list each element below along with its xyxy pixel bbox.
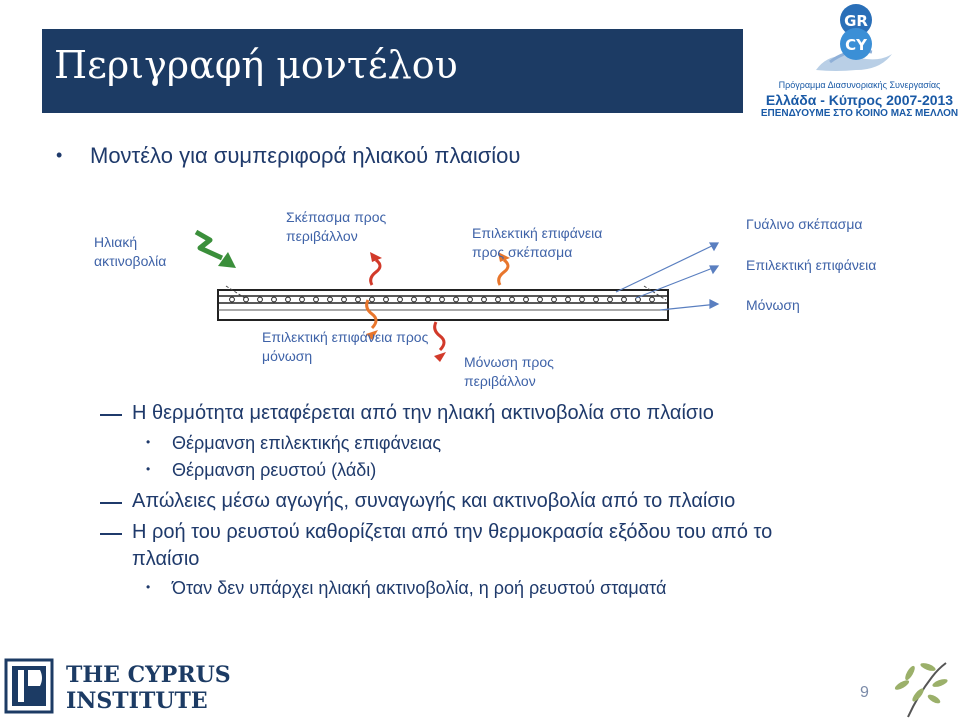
bullet-dot-icon: •: [56, 145, 63, 165]
tube-marker: [552, 297, 557, 302]
label-solar-radiation: Ηλιακή ακτινοβολία: [94, 234, 167, 269]
tube-marker: [454, 297, 459, 302]
point-text: Απώλειες μέσω αγωγής, συναγωγής και ακτινοβολία από το πλαίσιο: [132, 490, 736, 512]
tube-marker: [608, 297, 613, 302]
cyprus-institute-logo: [4, 658, 231, 718]
cy-text: CY: [845, 36, 867, 54]
tube-marker: [230, 297, 235, 302]
bullet-dot-icon: •: [146, 462, 151, 476]
dash-icon: [100, 502, 122, 504]
bullet-dot-icon: •: [146, 435, 151, 449]
tube-marker: [482, 297, 487, 302]
tube-marker: [538, 297, 543, 302]
subpoint-text: Θέρμανση επιλεκτικής επιφάνειας: [172, 433, 442, 453]
program-logo-line1: Πρόγραμμα Διασυνοριακής Συνεργασίας: [778, 80, 941, 90]
tube-marker: [286, 297, 291, 302]
subpoint-text: Όταν δεν υπάρχει ηλιακή ακτινοβολία, η ροή ρευστού σταματά: [172, 578, 667, 598]
tube-marker: [398, 297, 403, 302]
institute-line2: INSTITUTE: [66, 688, 208, 714]
tube-marker: [650, 297, 655, 302]
label-selective-to-cover: Επιλεκτική επιφάνεια προς σκέπασμα: [472, 225, 603, 260]
program-logo-line3: ΕΠΕΝΔΥΟΥΜΕ ΣΤΟ ΚΟΙΝΟ ΜΑΣ ΜΕΛΛΟΝ: [760, 108, 959, 119]
bullet-dot-icon: •: [146, 580, 151, 594]
page-number: 9: [860, 684, 869, 701]
heat-arrow-insulation-env-icon: [434, 322, 446, 362]
main-bullet-text: Μοντέλο για συμπεριφορά ηλιακού πλαισίου: [90, 143, 521, 168]
solar-arrow-icon: [196, 232, 236, 268]
point-text: Η θερμότητα μεταφέρεται από την ηλιακή ακτινοβολία στο πλαίσιο: [132, 402, 714, 424]
tube-marker: [566, 297, 571, 302]
collector-body: [218, 290, 668, 320]
tube-marker: [370, 297, 375, 302]
heat-arrow-cover-env-icon: [370, 252, 382, 285]
program-logo-line2: Ελλάδα - Κύπρος 2007-2013: [765, 92, 954, 108]
tube-marker: [328, 297, 333, 302]
dash-icon: [100, 414, 122, 416]
label-selective-surface: Επιλεκτική επιφάνεια: [746, 257, 877, 273]
tube-marker: [594, 297, 599, 302]
tube-marker: [496, 297, 501, 302]
slide-title: Περιγραφή μοντέλου: [54, 43, 458, 87]
tube-marker: [258, 297, 263, 302]
subpoint-text: Θέρμανση ρευστού (λάδι): [172, 460, 377, 480]
olive-branch-icon: [888, 655, 952, 719]
tube-marker: [342, 297, 347, 302]
label-insulation-to-env: Μόνωση προς περιβάλλον: [464, 354, 554, 389]
point-text-line2: πλαίσιο: [132, 548, 200, 570]
tube-marker: [524, 297, 529, 302]
point-text-line1: Η ροή του ρευστού καθορίζεται από την θερμοκρασία εξόδου του από το: [132, 521, 773, 543]
tube-marker: [384, 297, 389, 302]
cyprus-institute-emblem-icon: [4, 658, 54, 714]
gr-text: GR: [844, 12, 868, 30]
label-selective-to-insulation: Επιλεκτική επιφάνεια προς μόνωση: [262, 329, 429, 364]
label-cover-to-env: Σκέπασμα προς περιβάλλον: [286, 209, 387, 244]
label-glass-cover: Γυάλινο σκέπασμα: [746, 216, 863, 232]
tube-marker: [440, 297, 445, 302]
tube-marker: [580, 297, 585, 302]
tube-marker: [510, 297, 515, 302]
tube-marker: [356, 297, 361, 302]
tube-marker: [244, 297, 249, 302]
tube-marker: [300, 297, 305, 302]
tube-marker: [426, 297, 431, 302]
tube-marker: [622, 297, 627, 302]
tube-marker: [314, 297, 319, 302]
tube-marker: [412, 297, 417, 302]
dash-icon: [100, 533, 122, 535]
tube-marker: [272, 297, 277, 302]
label-insulation: Μόνωση: [746, 297, 800, 313]
tube-marker: [468, 297, 473, 302]
institute-line1: THE CYPRUS: [66, 662, 231, 688]
